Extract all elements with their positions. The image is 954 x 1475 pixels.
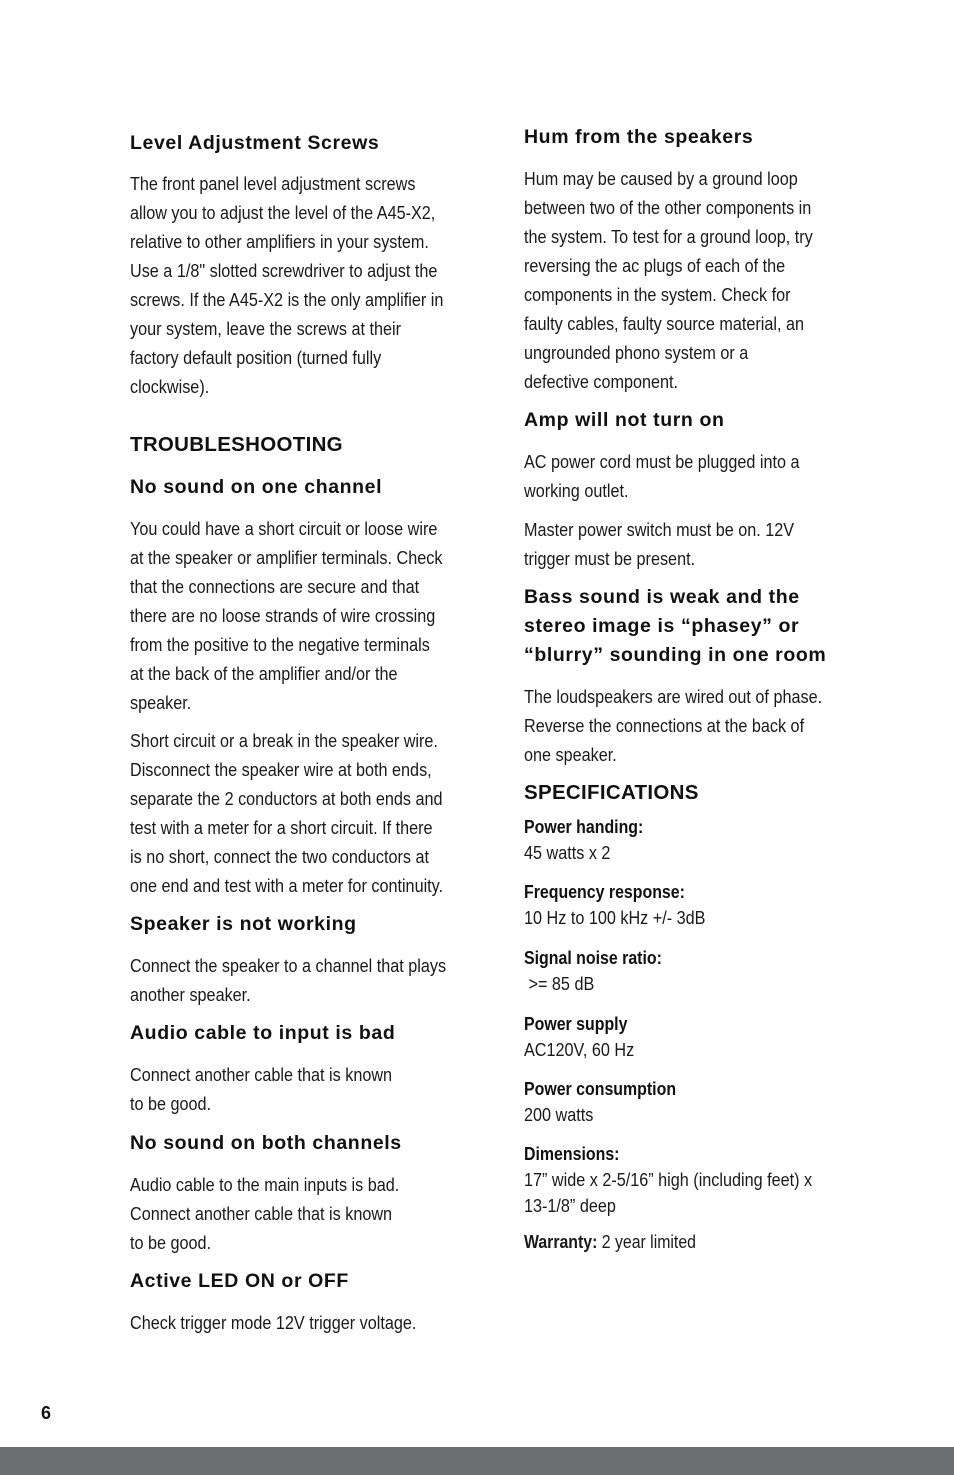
bass-weak-text: The loudspeakers are wired out of phase. Reverse the connections at the back of one speaker. bbox=[524, 687, 823, 765]
active-led-text: Check trigger mode 12V trigger voltage. bbox=[130, 1313, 417, 1333]
spec-value: >= 85 dB bbox=[524, 974, 595, 994]
spec-item-signal-noise-ratio bbox=[524, 944, 894, 997]
no-sound-one-channel-text-1: You could have a short circuit or loose wire at the speaker or amplifier terminals. Check that the connections are secure and that there are no loose strands of wire crossing from the positive to the negative terminals at the back of the amplifier and/or the speaker. bbox=[130, 519, 443, 713]
spec-item-power-handing bbox=[524, 813, 894, 866]
bass-weak-heading bbox=[524, 583, 894, 670]
spec-item-dimensions bbox=[524, 1140, 894, 1219]
audio-cable-heading: Audio cable to input is bad bbox=[130, 1022, 396, 1044]
no-sound-one-channel-heading: No sound on one channel bbox=[130, 476, 383, 498]
spec-label: Power supply bbox=[524, 1013, 628, 1034]
page-number: 6 bbox=[41, 1403, 52, 1423]
spec-label: Power consumption bbox=[524, 1078, 677, 1099]
bass-weak-heading-line-2: stereo image is “phasey” or bbox=[524, 615, 800, 637]
spec-value: 200 watts bbox=[524, 1105, 594, 1125]
specifications-heading: SPECIFICATIONS bbox=[524, 781, 699, 804]
spec-item-warranty bbox=[524, 1228, 892, 1256]
spec-item-power-supply bbox=[524, 1010, 894, 1063]
amp-not-on-text-2: Master power switch must be on. 12V trigger must be present. bbox=[524, 520, 795, 569]
bass-weak-heading-line-1: Bass sound is weak and the bbox=[524, 586, 800, 608]
amp-not-on-heading: Amp will not turn on bbox=[524, 409, 725, 431]
spec-item-power-consumption bbox=[524, 1075, 894, 1128]
no-sound-both-channels-heading: No sound on both channels bbox=[130, 1132, 402, 1154]
level-adjustment-text: The front panel level adjustment screws allow you to adjust the level of the A45-X2, relative to other amplifiers in your system. Use a 1/8" slotted screwdriver to adjust the screws. If the A45-X2 is the only amplifier in your system, leave the screws at their factory default position (turned fully clockwise). bbox=[130, 174, 444, 397]
spec-label: Frequency response: bbox=[524, 881, 685, 902]
no-sound-one-channel-text-2: Short circuit or a break in the speaker wire. Disconnect the speaker wire at both ends, separate the 2 conductors at both ends and test with a meter for a short circuit. If there is no short, connect the two conductors at one end and test with a meter for continuity. bbox=[130, 731, 444, 896]
spec-value: 17” wide x 2-5/16” high (including feet) x 13-1/8” deep bbox=[524, 1170, 813, 1216]
warranty-label: Warranty: bbox=[524, 1232, 598, 1252]
hum-heading: Hum from the speakers bbox=[524, 126, 754, 148]
spec-value: AC120V, 60 Hz bbox=[524, 1040, 635, 1060]
spec-label: Dimensions: bbox=[524, 1143, 620, 1164]
active-led-heading: Active LED ON or OFF bbox=[130, 1270, 349, 1292]
spec-label: Signal noise ratio: bbox=[524, 947, 662, 968]
footer-band bbox=[0, 1447, 954, 1475]
hum-text: Hum may be caused by a ground loop between two of the other components in the system. To test for a ground loop, try reversing the ac plugs of each of the components in the system. Check for faulty cables, faulty source material, an ungrounded phono system or a defective component. bbox=[524, 169, 813, 392]
no-sound-both-channels-text: Audio cable to the main inputs is bad. Connect another cable that is known to be good. bbox=[130, 1175, 400, 1253]
level-adjustment-heading: Level Adjustment Screws bbox=[130, 132, 380, 154]
spec-item-frequency-response bbox=[524, 878, 894, 931]
spec-value: 45 watts x 2 bbox=[524, 843, 611, 863]
speaker-not-working-heading: Speaker is not working bbox=[130, 913, 357, 935]
speaker-not-working-text: Connect the speaker to a channel that plays another speaker. bbox=[130, 956, 447, 1005]
warranty-value: 2 year limited bbox=[597, 1232, 696, 1252]
audio-cable-text: Connect another cable that is known to be good. bbox=[130, 1065, 393, 1114]
spec-value: 10 Hz to 100 kHz +/- 3dB bbox=[524, 908, 706, 928]
bass-weak-heading-line-3: “blurry” sounding in one room bbox=[524, 644, 827, 666]
amp-not-on-text-1: AC power cord must be plugged into a working outlet. bbox=[524, 452, 800, 501]
troubleshooting-heading: TROUBLESHOOTING bbox=[130, 433, 343, 456]
spec-label: Power handing: bbox=[524, 816, 644, 837]
